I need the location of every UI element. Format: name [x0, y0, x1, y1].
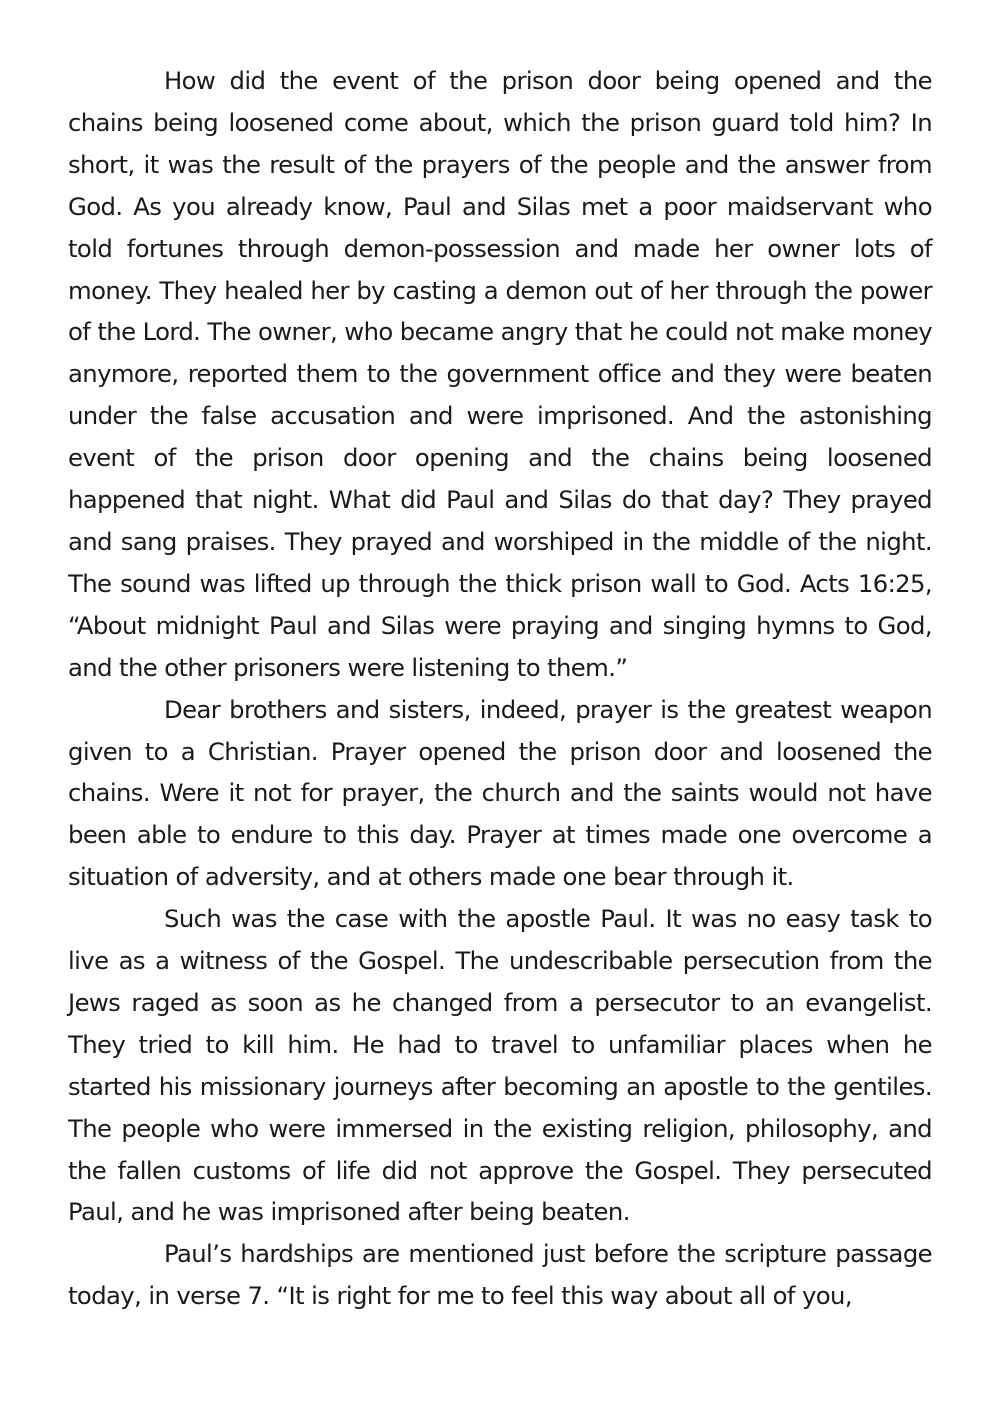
paragraph-2: Dear brothers and sisters, indeed, prayer is the greatest weapon given to a Christian. Prayer opened the prison door and loosened the chains. Were it not for prayer, the church and the saints would not have been able to endure to this day. Prayer at times made one overcome a situation of adversity, and at others made one bear through it.	[68, 694, 932, 892]
document-page	[68, 60, 932, 1317]
paragraph-3: Such was the case with the apostle Paul. It was no easy task to live as a witness of the Gospel. The undescribable persecution from the Jews raged as soon as he changed from a persecutor to an evangelist. They tried to kill him. He had to travel to unfamiliar places when he started his missionary journeys after becoming an apostle to the gentiles. The people who were immersed in the existing religion, philosophy, and the fallen customs of life did not approve the Gospel. They persecuted Paul, and he was imprisoned after being beaten.	[68, 904, 932, 1227]
paragraph-4: Paul’s hardships are mentioned just before the scripture passage today, in verse 7. “It is right for me to feel this way about all of you,	[68, 1239, 932, 1311]
paragraph-1: How did the event of the prison door being opened and the chains being loosened come about, which the prison guard told him? In short, it was the result of the prayers of the people and the answer from God. As you already know, Paul and Silas met a poor maidservant who told fortunes through demon-possession and made her owner lots of money. They healed her by casting a demon out of her through the power of the Lord. The owner, who became angry that he could not make money anymore, reported them to the government office and they were beaten under the false accusation and were imprisoned. And the astonishing event of the prison door opening and the chains being loosened happened that night. What did Paul and Silas do that day? They prayed and sang praises. They prayed and worshiped in the middle of the night. The sound was lifted up through the thick prison wall to God. Acts 16:25, “About midnight Paul and Silas were praying and singing hymns to God, and the other prisoners were listening to them.”	[68, 66, 932, 682]
